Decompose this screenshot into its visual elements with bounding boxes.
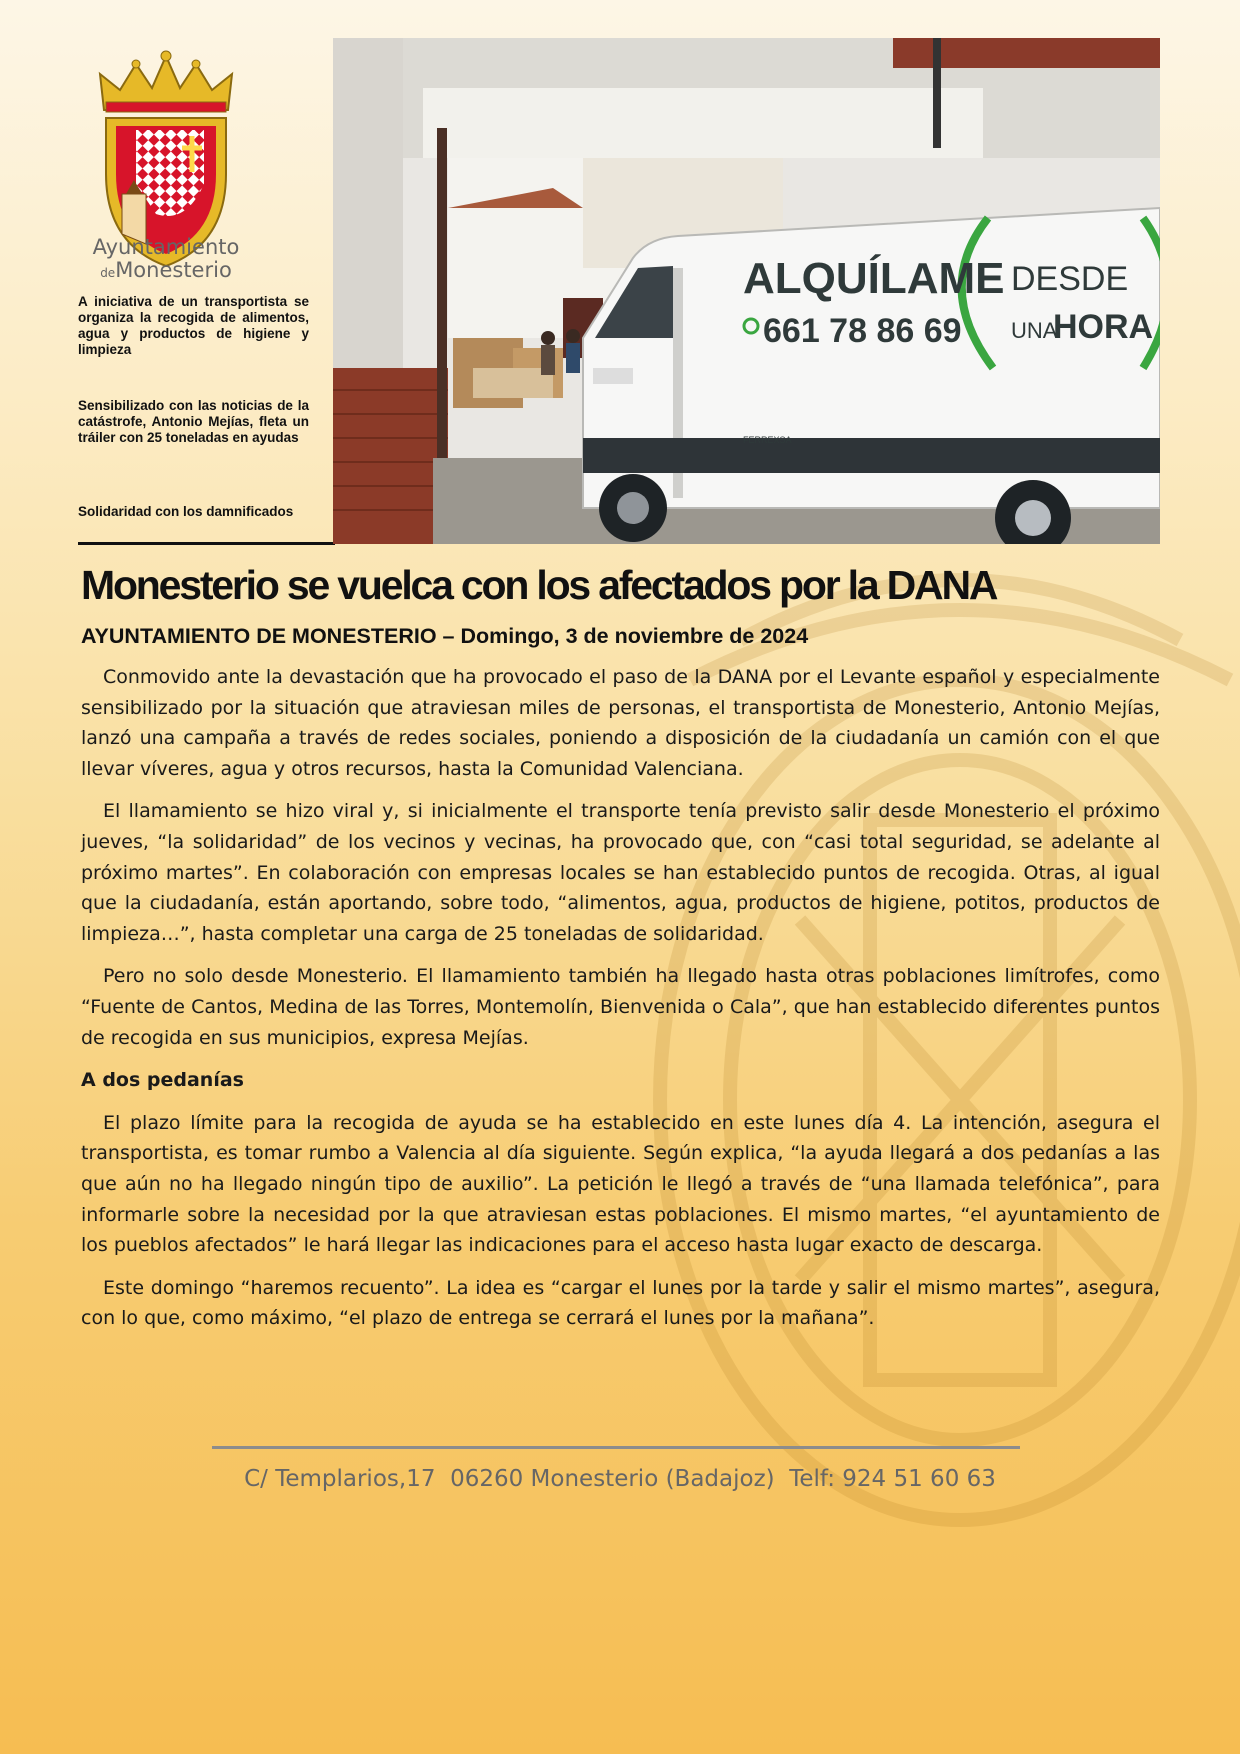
logo-caption: [86, 236, 246, 285]
van-badge-top: DESDE: [1011, 260, 1129, 298]
footer-divider: [212, 1446, 1020, 1449]
article-headline: Monesterio se vuelca con los afectados por la DANA: [81, 562, 997, 608]
van-small-logo: FERREXSA: [743, 435, 792, 445]
article-body: [81, 662, 1160, 1346]
article-byline: AYUNTAMIENTO DE MONESTERIO – Domingo, 3 de noviembre de 2024: [81, 624, 809, 648]
news-photo: [333, 38, 1160, 544]
article-paragraph-3: Pero no solo desde Monesterio. El llamamiento también ha llegado hasta otras poblaciones limítrofes, como “Fuente de Cantos, Medina de las Torres, Montemolín, Bienvenida o Cala”, que han establecido diferentes puntos de recogida en sus municipios, expresa Mejías.: [81, 965, 1160, 1049]
van-phone-text: 661 78 86 69: [763, 312, 962, 350]
article-paragraph-1: Conmovido ante la devastación que ha provocado el paso de la DANA por el Levante español y especialmente sensibilizado por la situación que atraviesan miles de personas, el transportista de Monesterio, Antonio Mejías, lanzó una campaña a través de redes sociales, poniendo a disposición de la ciudadanía un camión con el que llevar víveres, agua y otros recursos, hasta la Comunidad Valenciana.: [81, 666, 1160, 780]
sidebar-summary-1: A iniciativa de un transportista se organiza la recogida de alimentos, agua y productos de higiene y limpieza: [78, 294, 309, 357]
logo-de: de: [100, 266, 116, 280]
logo-place: Monesterio: [115, 258, 232, 282]
sidebar-summary-2: Sensibilizado con las noticias de la catástrofe, Antonio Mejías, fleta un tráiler con 25 toneladas en ayudas: [78, 398, 309, 445]
article-paragraph-5: Este domingo “haremos recuento”. La idea es “cargar el lunes por la tarde y salir el mismo martes”, asegura, con lo que, como máximo, “el plazo de entrega se cerrará el lunes por la mañana”.: [81, 1276, 1160, 1330]
sidebar-divider: [78, 542, 335, 545]
article-paragraph-4: El plazo límite para la recogida de ayuda se ha establecido en este lunes día 4. La intención, asegura el transportista, es tomar rumbo a Valencia al día siguiente. Según explica, “la ayuda llegará a dos pedanías a las que aún no ha llegado ningún tipo de auxilio”. La petición le llegó a través de “una llamada telefónica”, para informarle sobre la necesidad por la que atraviesan estas poblaciones. El mismo martes, “el ayuntamiento de los pueblos afectados” le hará llegar las indicaciones para el acceso hasta lugar exacto de descarga.: [81, 1111, 1160, 1257]
article-subheading: A dos pedanías: [81, 1069, 244, 1092]
article-paragraph-2: El llamamiento se hizo viral y, si inicialmente el transporte tenía previsto salir desde Monesterio el próximo jueves, “la solidaridad” de los vecinos y vecinas, ha provocado que, con “casi total seguridad, se adelante al próximo martes”. En colaboración con empresas locales se han establecido puntos de recogida. Otras, al igual que la ciudadanía, están aportando, sobre todo, “alimentos, agua, productos de higiene, potitos, productos de limpieza…”, hasta completar una carga de 25 toneladas de solidaridad.: [81, 800, 1160, 945]
van-badge-una: UNA: [1011, 318, 1058, 343]
logo-title: Ayuntamiento: [92, 235, 240, 259]
footer-address: C/ Templarios,17 06260 Monesterio (Badajoz) Telf: 924 51 60 63: [244, 1466, 996, 1492]
sidebar-summary-3: Solidaridad con los damnificados: [78, 504, 294, 519]
van-brand-text: ALQUÍLAME: [743, 254, 1005, 303]
van-badge-hora: HORA: [1053, 308, 1154, 346]
